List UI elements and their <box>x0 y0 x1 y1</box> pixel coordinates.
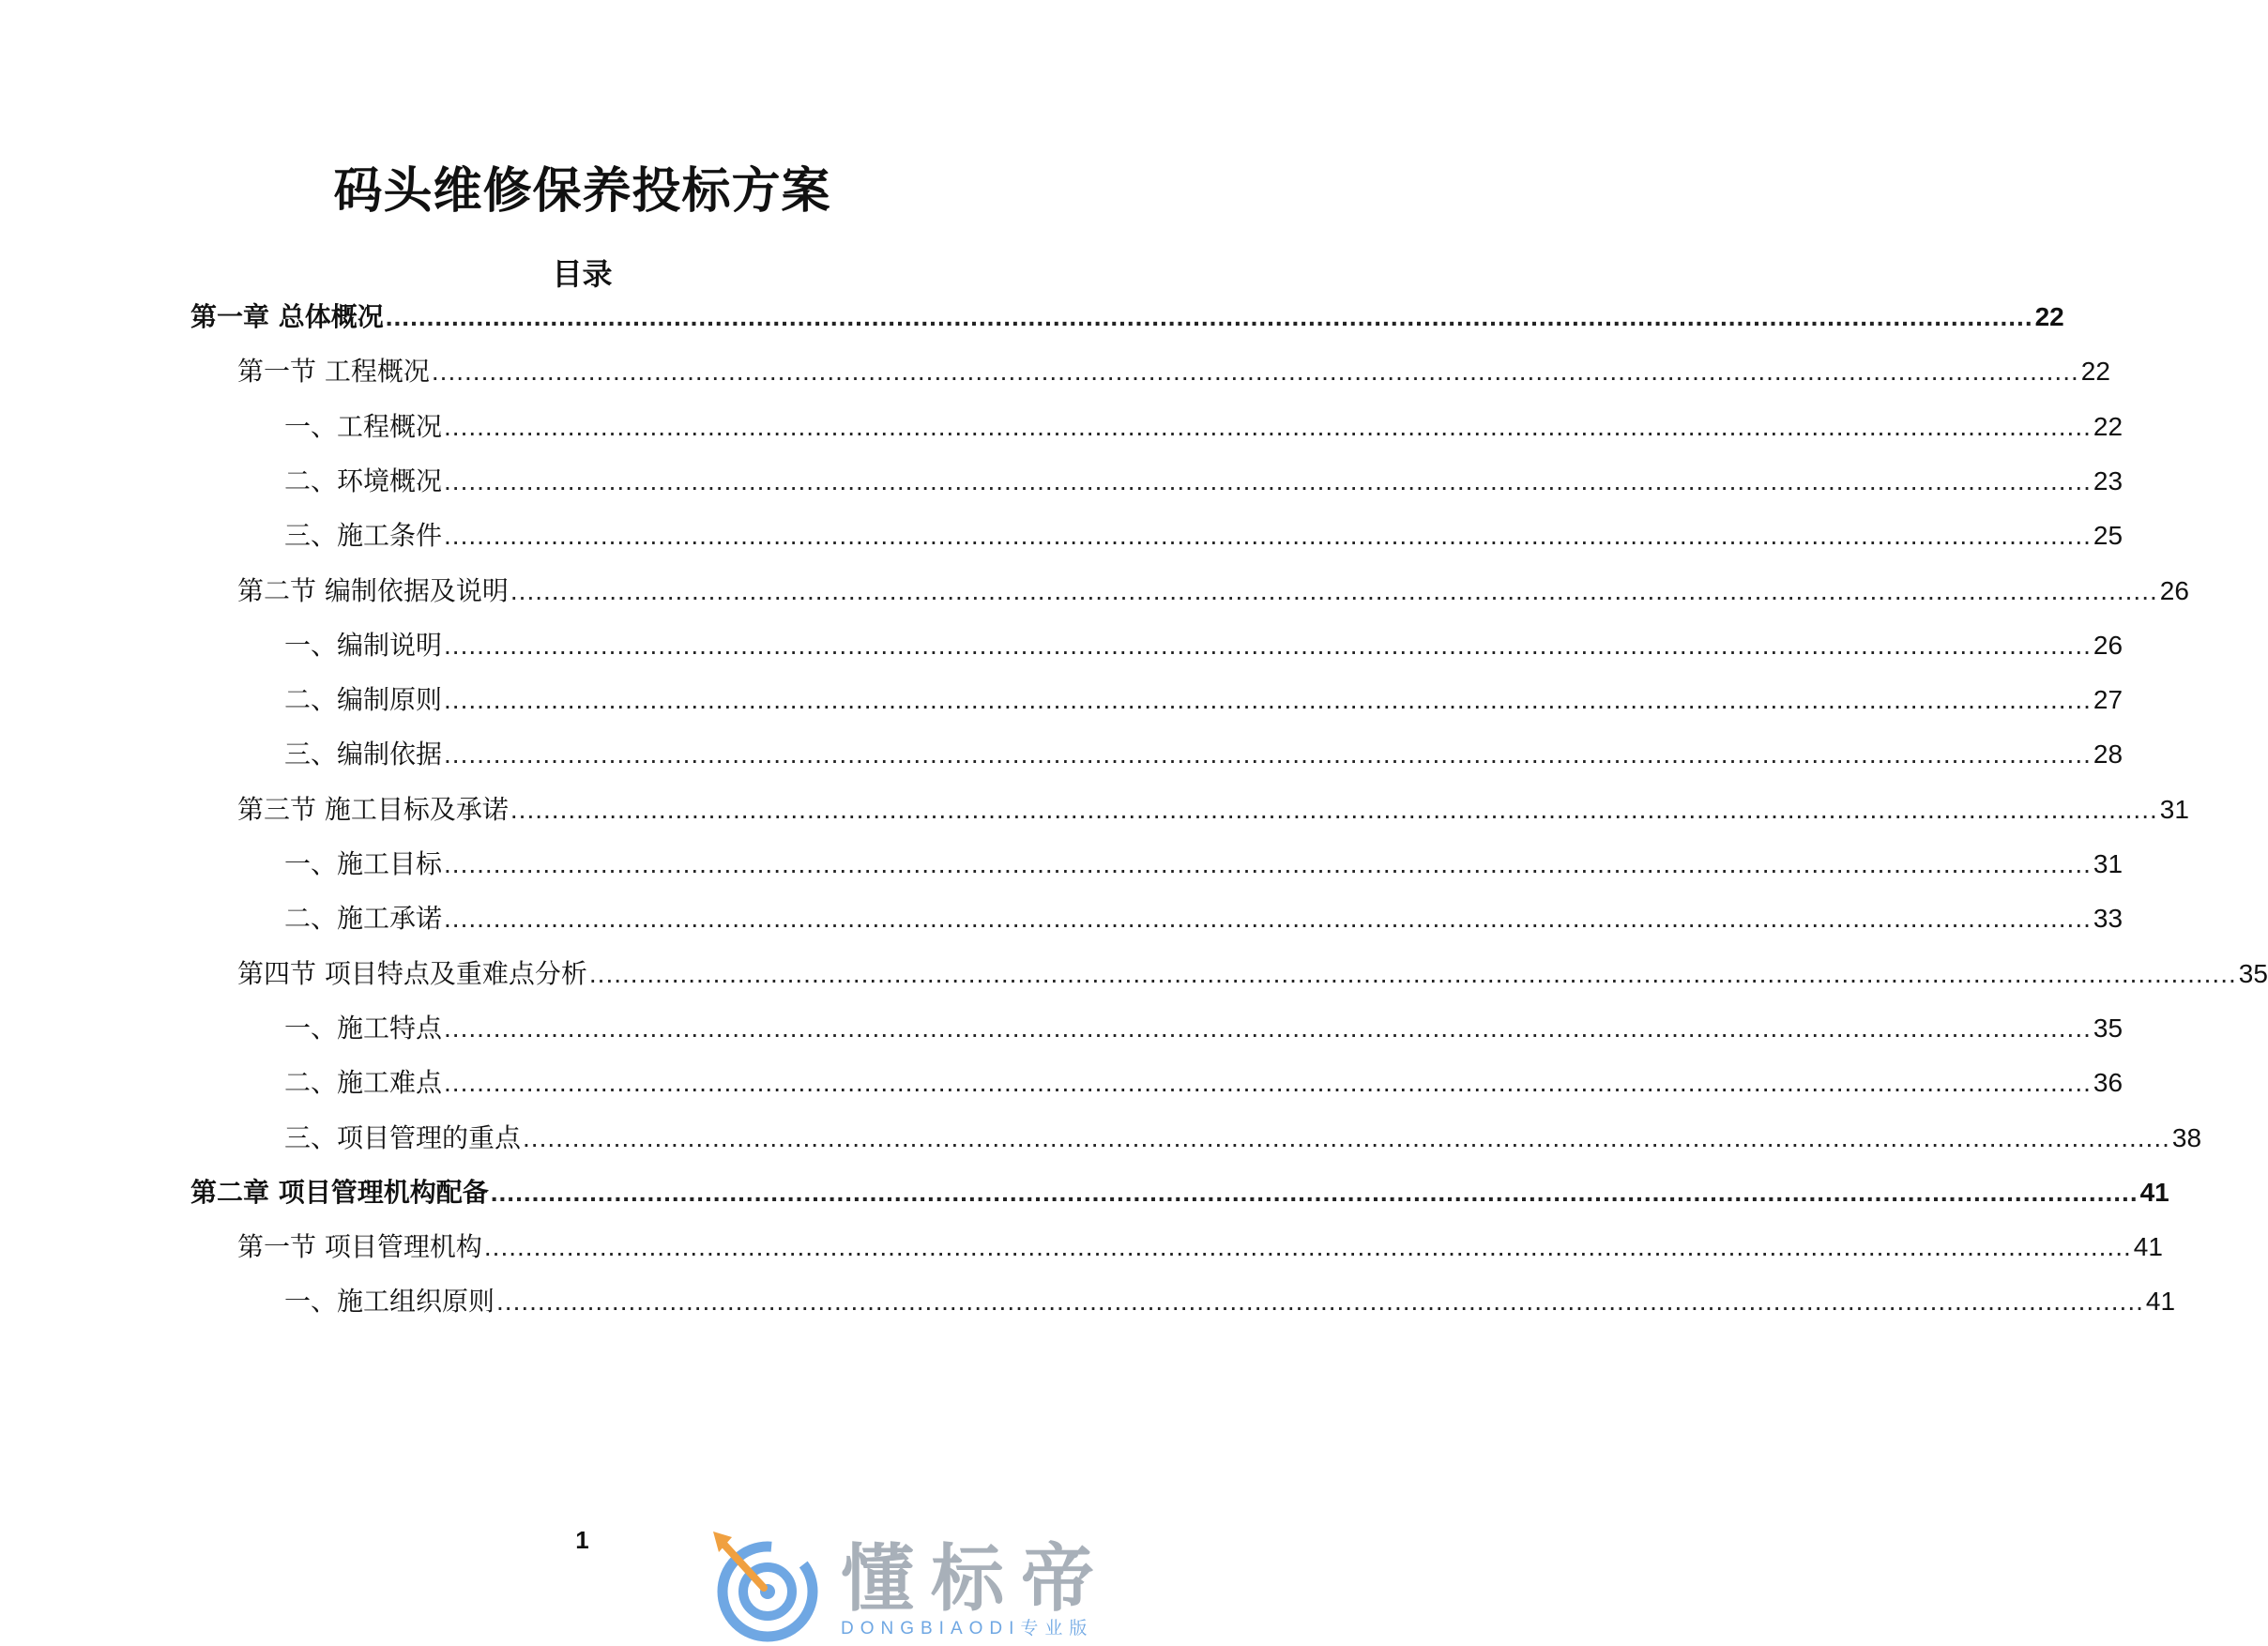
toc-entry-label: 二、施工难点 <box>284 1067 443 1098</box>
toc-entry[interactable] <box>284 679 2123 721</box>
toc-entry[interactable] <box>190 1172 2169 1213</box>
toc-entry-page-number: 28 <box>2093 739 2123 769</box>
toc-entry-page-number: 36 <box>2093 1068 2123 1097</box>
toc-entry[interactable] <box>284 406 2123 448</box>
toc-leader-dots: ........................................................................................................................................................................................................ <box>588 959 2237 988</box>
toc-entry-page-number: 41 <box>2133 1232 2163 1261</box>
toc-leader-dots: ........................................................................................................................................................................................................ <box>385 302 2033 331</box>
toc-leader-dots: ........................................................................................................................................................................................................ <box>444 466 2092 495</box>
toc-leader-dots: ........................................................................................................................................................................................................ <box>496 1287 2144 1316</box>
toc-entry-label: 一、施工目标 <box>284 848 443 879</box>
toc-entry-page-number: 41 <box>2139 1178 2169 1207</box>
toc-entry[interactable] <box>237 1227 2163 1268</box>
toc-entry-page-number: 35 <box>2093 1014 2123 1043</box>
toc-entry-label: 第四节 项目特点及重难点分析 <box>237 958 587 989</box>
toc-entry-page-number: 31 <box>2093 849 2123 878</box>
toc-entry-page-number: 22 <box>2080 357 2110 386</box>
toc-entry[interactable] <box>237 571 2189 612</box>
page-number: 1 <box>575 1526 589 1554</box>
toc-leader-dots: ........................................................................................................................................................................................................ <box>510 795 2158 824</box>
toc-entry-label: 一、编制说明 <box>284 630 443 661</box>
toc-leader-dots: ........................................................................................................................................................................................................ <box>444 412 2092 441</box>
toc-entry-label: 一、施工组织原则 <box>284 1286 495 1317</box>
toc-entry-label: 三、施工条件 <box>284 520 443 551</box>
toc-entry-label: 第二节 编制依据及说明 <box>237 575 509 606</box>
toc-leader-dots: ........................................................................................................................................................................................................ <box>444 521 2092 550</box>
toc-entry-label: 第三节 施工目标及承诺 <box>237 794 509 825</box>
toc-entry-page-number: 25 <box>2093 521 2123 550</box>
toc-entry[interactable] <box>284 734 2123 775</box>
watermark <box>694 1522 1164 1646</box>
toc-leader-dots: ........................................................................................................................................................................................................ <box>444 685 2092 714</box>
toc-entry-page-number: 26 <box>2093 631 2123 660</box>
toc-entry[interactable] <box>284 1008 2123 1049</box>
toc-entry[interactable] <box>284 1062 2123 1104</box>
toc-entry-page-number: 38 <box>2171 1123 2202 1152</box>
toc-leader-dots: ........................................................................................................................................................................................................ <box>444 849 2092 878</box>
toc-leader-dots: ........................................................................................................................................................................................................ <box>431 357 2079 386</box>
toc-leader-dots: ........................................................................................................................................................................................................ <box>483 1232 2132 1261</box>
toc-entry-page-number: 31 <box>2159 795 2189 824</box>
toc-heading: 目录 <box>552 256 613 292</box>
toc-leader-dots: ........................................................................................................................................................................................................ <box>523 1123 2170 1152</box>
toc-entry-page-number: 26 <box>2159 576 2189 605</box>
toc-entry-label: 第一节 工程概况 <box>237 356 430 387</box>
toc-entry-page-number: 41 <box>2145 1287 2176 1316</box>
toc-entry-label: 二、施工承诺 <box>284 903 443 934</box>
toc-entry-label: 第一节 项目管理机构 <box>237 1231 482 1262</box>
toc-entry[interactable] <box>284 844 2123 885</box>
toc-entry-label: 二、环境概况 <box>284 465 443 496</box>
toc-leader-dots: ........................................................................................................................................................................................................ <box>444 1068 2092 1097</box>
toc-entry-label: 三、编制依据 <box>284 739 443 770</box>
toc-entry[interactable] <box>237 953 2268 995</box>
toc-entry[interactable] <box>237 351 2110 392</box>
toc-entry[interactable] <box>284 898 2123 939</box>
toc-entry-label: 一、施工特点 <box>284 1013 443 1044</box>
toc-entry-page-number: 22 <box>2093 412 2123 441</box>
toc-entry[interactable] <box>284 515 2123 556</box>
toc-entry[interactable] <box>237 789 2189 831</box>
watermark-brand-name: 懂标帝 <box>841 1537 1112 1622</box>
toc-leader-dots: ........................................................................................................................................................................................................ <box>490 1178 2139 1207</box>
toc-entry-page-number: 23 <box>2093 466 2123 495</box>
toc-entry[interactable] <box>284 625 2123 666</box>
toc-entry-page-number: 33 <box>2093 904 2123 933</box>
toc-entry-label: 二、编制原则 <box>284 684 443 715</box>
toc-leader-dots: ........................................................................................................................................................................................................ <box>444 739 2092 769</box>
toc-leader-dots: ........................................................................................................................................................................................................ <box>444 631 2092 660</box>
toc-leader-dots: ........................................................................................................................................................................................................ <box>510 576 2158 605</box>
toc-entry-page-number: 27 <box>2093 685 2123 714</box>
toc-leader-dots: ........................................................................................................................................................................................................ <box>444 1014 2092 1043</box>
toc-leader-dots: ........................................................................................................................................................................................................ <box>444 904 2092 933</box>
toc-entry-label: 一、工程概况 <box>284 411 443 442</box>
toc-entry-label: 三、项目管理的重点 <box>284 1122 522 1153</box>
watermark-subtitle: DONGBIAODI专业版 <box>841 1619 1094 1638</box>
toc-entry[interactable] <box>190 297 2064 338</box>
toc-entry-label: 第一章 总体概况 <box>190 301 384 332</box>
toc-entry[interactable] <box>284 1118 2202 1159</box>
target-arrow-icon <box>694 1522 835 1646</box>
toc-entry[interactable] <box>284 1281 2176 1322</box>
toc-entry-label: 第二章 项目管理机构配备 <box>190 1177 489 1208</box>
document-title: 码头维修保养投标方案 <box>333 163 831 220</box>
toc-entry-page-number: 22 <box>2034 302 2064 331</box>
toc-entry[interactable] <box>284 461 2123 502</box>
toc-entry-page-number: 35 <box>2238 959 2268 988</box>
